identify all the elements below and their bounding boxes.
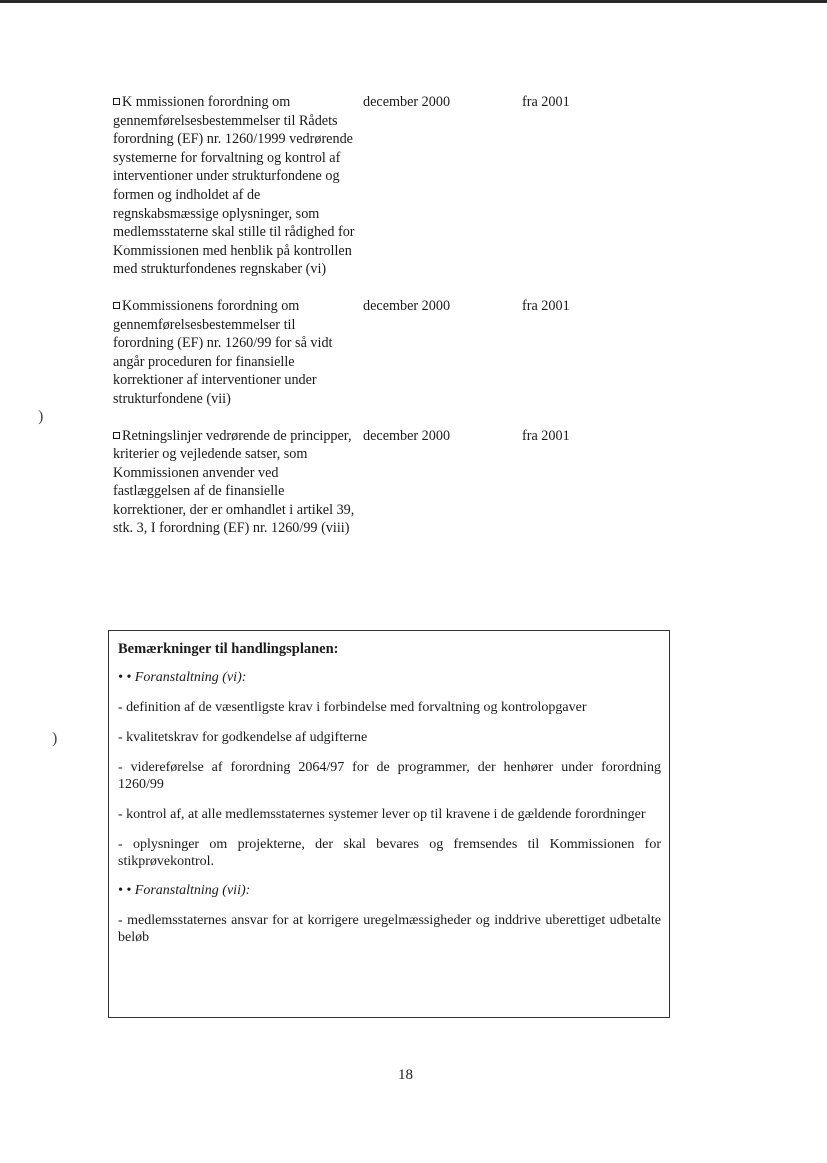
top-scan-border: [0, 0, 827, 3]
table-row: [113, 93, 673, 279]
margin-bracket-mark: ): [38, 408, 44, 425]
remark-item: - medlemsstaternes ansvar for at korrigere uregelmæssigheder og inddrive uberettiget udbetalte beløb: [118, 913, 661, 945]
measure-vii-heading: • • Foranstaltning (vii):: [118, 883, 251, 898]
remarks-title: Bemærkninger til handlingsplanen:: [118, 641, 339, 657]
row-from: fra 2001: [522, 94, 570, 110]
row-date: december 2000: [363, 94, 451, 110]
remark-item: - kontrol af, at alle medlemsstaternes systemer lever op til kravene i de gældende forordninger: [118, 807, 646, 822]
remark-item: - kvalitetskrav for godkendelse af udgifterne: [118, 730, 368, 745]
row-from: fra 2001: [522, 297, 570, 314]
table-row: [113, 427, 673, 539]
remark-item: - videreførelse af forordning 2064/97 for de programmer, der henhører under forordning 1260/99: [118, 760, 661, 792]
checkbox-bullet-icon: [113, 98, 120, 105]
table-row: [113, 297, 673, 409]
row-from: fra 2001: [522, 427, 570, 444]
remark-item: - definition af de væsentligste krav i forbindelse med forvaltning og kontrolopgaver: [118, 700, 587, 715]
row-date: december 2000: [363, 297, 451, 314]
page-number: 18: [398, 1067, 413, 1083]
row-description: Kommissionens forordning om gennemførelsesbestemmelser til forordning (EF) nr. 1260/99 for så vidt angår proceduren for finansielle korrektioner af interventioner under strukturfondene (vii): [113, 297, 333, 407]
row-description: K mmissionen forordning om gennemførelsesbestemmelser til Rådets forordning (EF) nr. 1260/1999 vedrørende systemerne for forvaltning og kontrol af interventioner under strukturfondene og formen og indholdet af de regnskabsmæssige oplysninger, som medlemsstaterne skal stille til rådighed for Kommissionen med henblik på kontrollen med strukturfondenes regnskaber (vi): [113, 94, 355, 278]
checkbox-bullet-icon: [113, 432, 120, 439]
action-plan-table: [113, 93, 673, 556]
remarks-box: [108, 630, 670, 1018]
measure-vi-heading: • • Foranstaltning (vi):: [118, 670, 247, 685]
checkbox-bullet-icon: [113, 302, 120, 309]
remark-item: - oplysninger om projekterne, der skal bevares og fremsendes til Kommissionen for stikprøvekontrol.: [118, 837, 661, 869]
row-description: Retningslinjer vedrørende de principper, kriterier og vejledende satser, som Kommissionen anvender ved fastlæggelsen af de finansielle korrektioner, der er omhandlet i artikel 39, stk. 3, I forordning (EF) nr. 1260/99 (viii): [113, 427, 355, 537]
margin-bracket-mark: ): [52, 730, 58, 747]
row-date: december 2000: [363, 427, 451, 444]
